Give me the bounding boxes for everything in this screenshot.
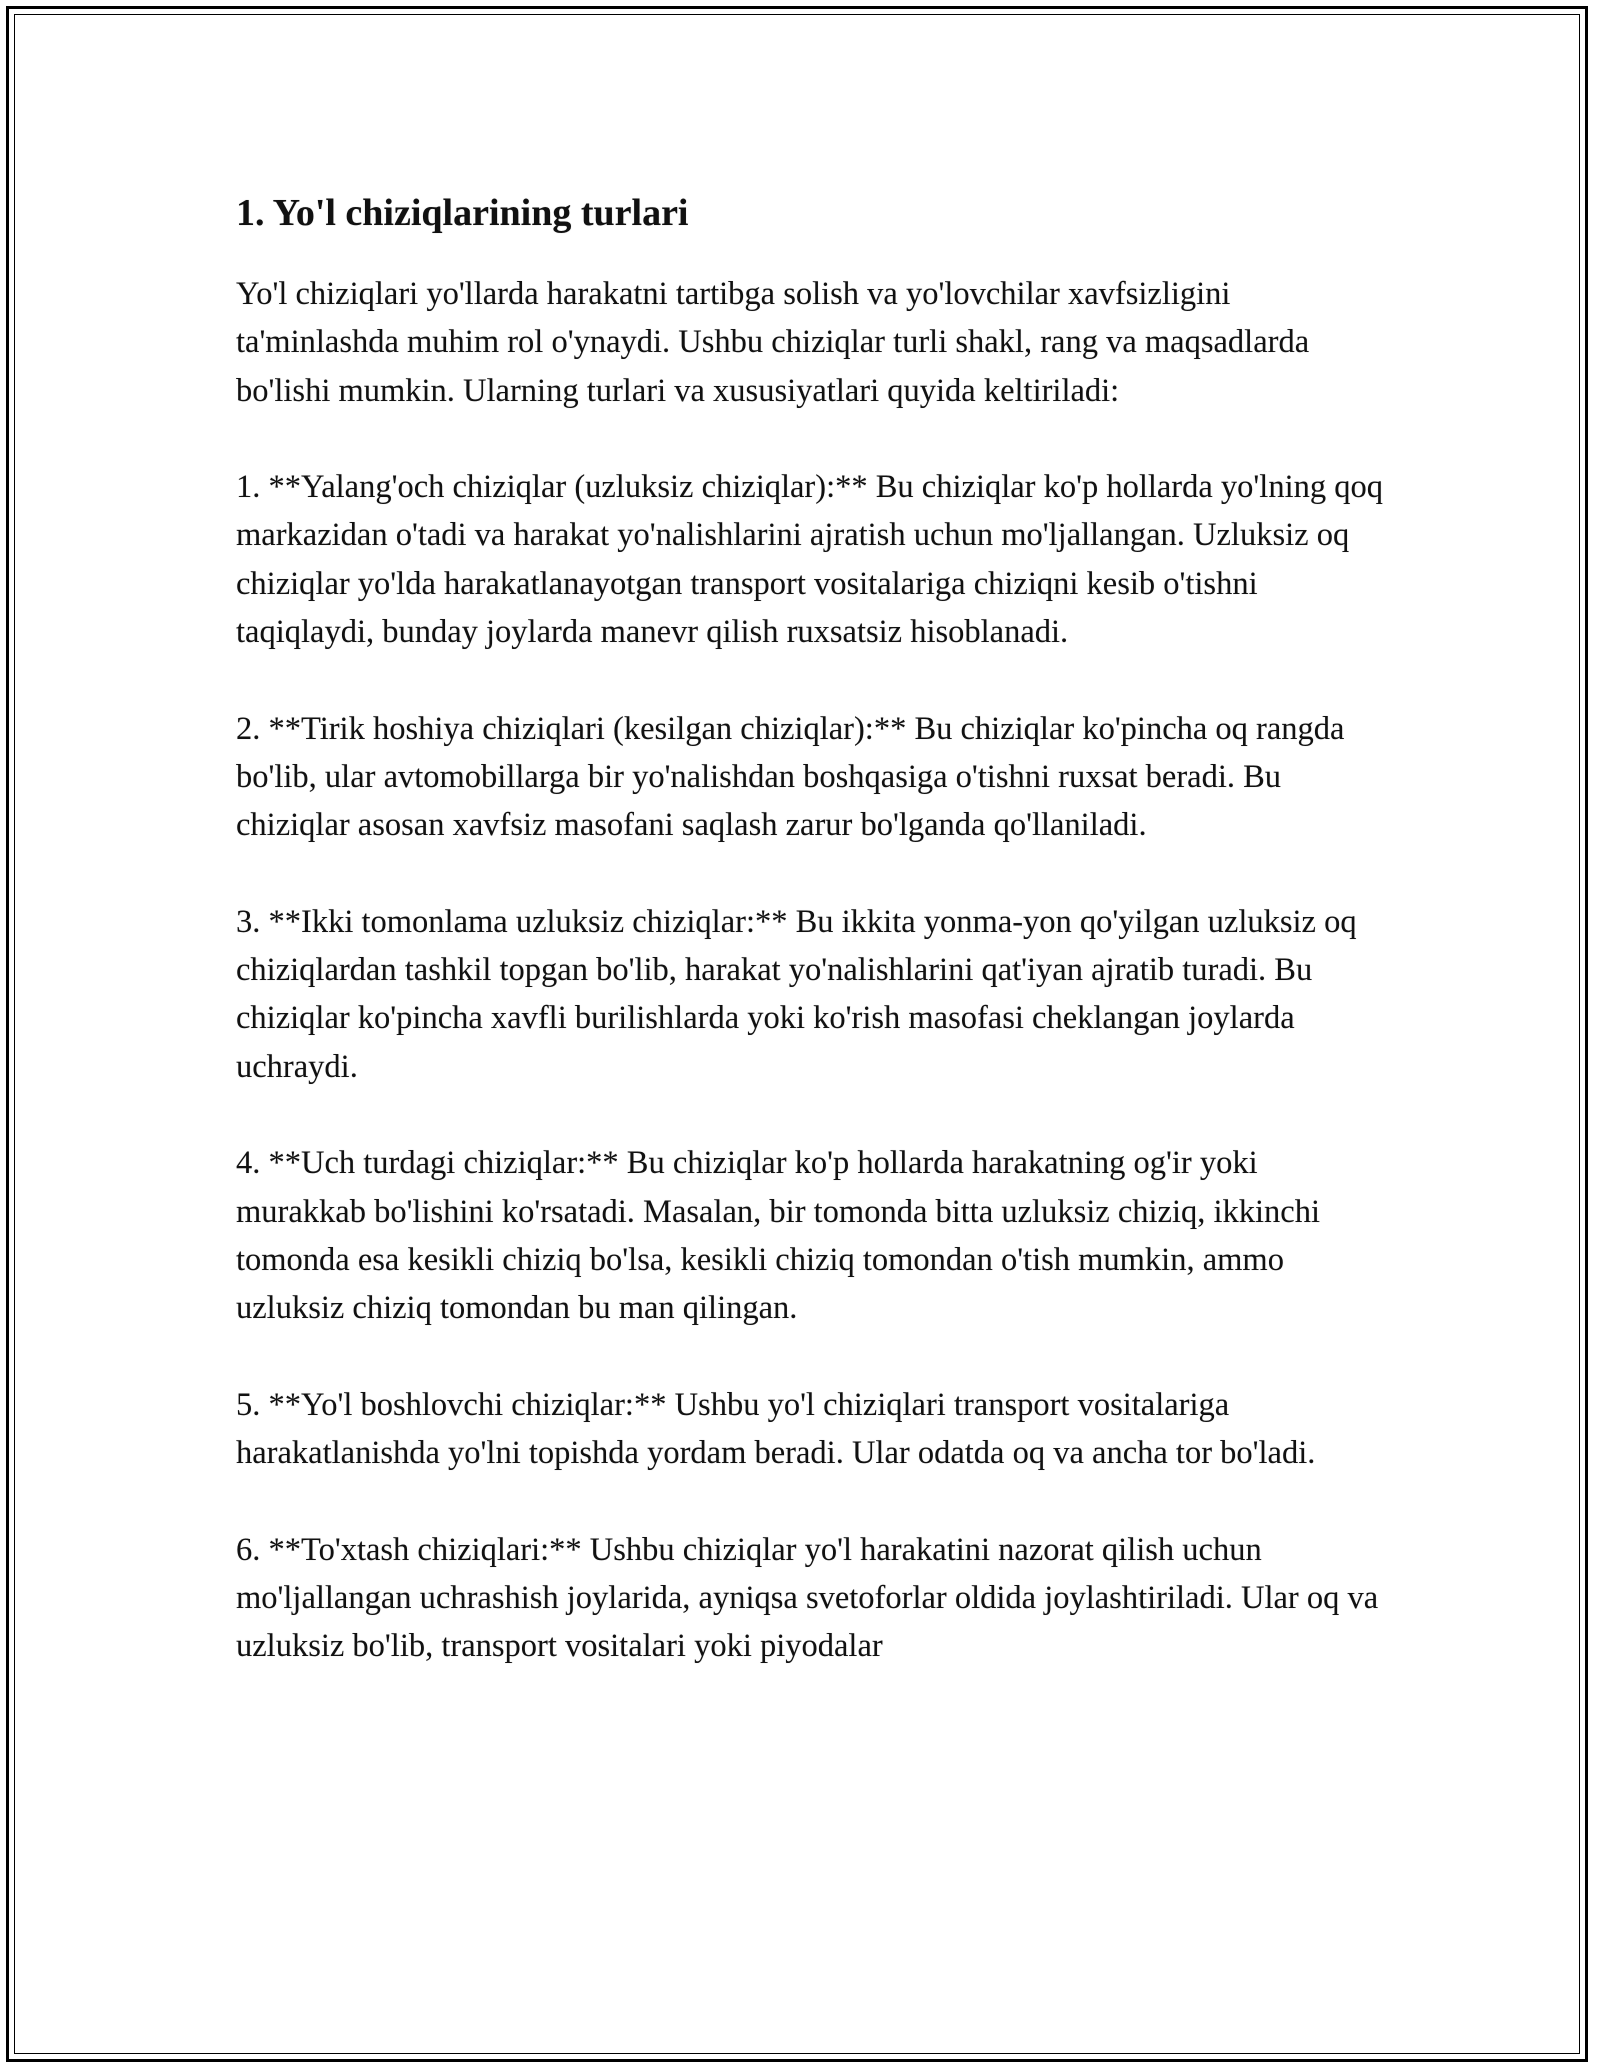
list-item-5: 5. **Yo'l boshlovchi chiziqlar:** Ushbu yo'l chiziqlari transport vositalariga harakatlanishda yo'lni topishda yordam beradi. Ular odatda oq va ancha tor bo'ladi.	[236, 1386, 1316, 1472]
list-item-6: 6. **To'xtash chiziqlari:** Ushbu chiziqlar yo'l harakatini nazorat qilish uchun mo'ljallangan uchrashish joylarida, ayniqsa svetoforlar oldida joylashtiriladi. Ular oq va uzluksiz bo'lib, transport vositalari yoki piyodalar	[236, 1531, 1379, 1665]
section-heading: 1. Yo'l chiziqlarining turlari	[236, 192, 689, 234]
list-item-3: 3. **Ikki tomonlama uzluksiz chiziqlar:** Bu ikkita yonma-yon qo'yilgan uzluksiz oq chiziqlardan tashkil topgan bo'lib, harakat yo'nalishlarini qat'iyan ajratib turadi. Bu chiziqlar ko'pincha xavfli burilishlarda yoki ko'rish masofasi cheklangan joylarda uchraydi.	[236, 903, 1357, 1085]
list-item-2: 2. **Tirik hoshiya chiziqlari (kesilgan chiziqlar):** Bu chiziqlar ko'pincha oq rangda bo'lib, ular avtomobillarga bir yo'nalishdan boshqasiga o'tishni ruxsat beradi. Bu chiziqlar asosan xavfsiz masofani saqlash zarur bo'lganda qo'llaniladi.	[236, 710, 1345, 844]
list-item-4: 4. **Uch turdagi chiziqlar:** Bu chiziqlar ko'p hollarda harakatning og'ir yoki murakkab bo'lishini ko'rsatadi. Masalan, bir tomonda bitta uzluksiz chiziq, ikkinchi tomonda esa kesikli chiziq bo'lsa, kesikli chiziq tomondan o'tish mumkin, ammo uzluksiz chiziq tomondan bu man qilingan.	[236, 1145, 1320, 1327]
list-item-1: 1. **Yalang'och chiziqlar (uzluksiz chiziqlar):** Bu chiziqlar ko'p hollarda yo'lning qoq markazidan o'tadi va harakat yo'nalishlarini ajratish uchun mo'ljallangan. Uzluksiz oq chiziqlar yo'lda harakatlanayotgan transport vositalariga chiziqni kesib o'tishni taqiqlaydi, bunday joylarda manevr qilish ruxsatsiz hisoblanadi.	[236, 469, 1383, 651]
document-body	[236, 186, 1386, 1719]
intro-paragraph: Yo'l chiziqlari yo'llarda harakatni tartibga solish va yo'lovchilar xavfsizligini ta'minlashda muhim rol o'ynaydi. Ushbu chiziqlar turli shakl, rang va maqsadlarda bo'lishi mumkin. Ularning turlari va xususiyatlari quyida keltiriladi:	[236, 276, 1310, 409]
